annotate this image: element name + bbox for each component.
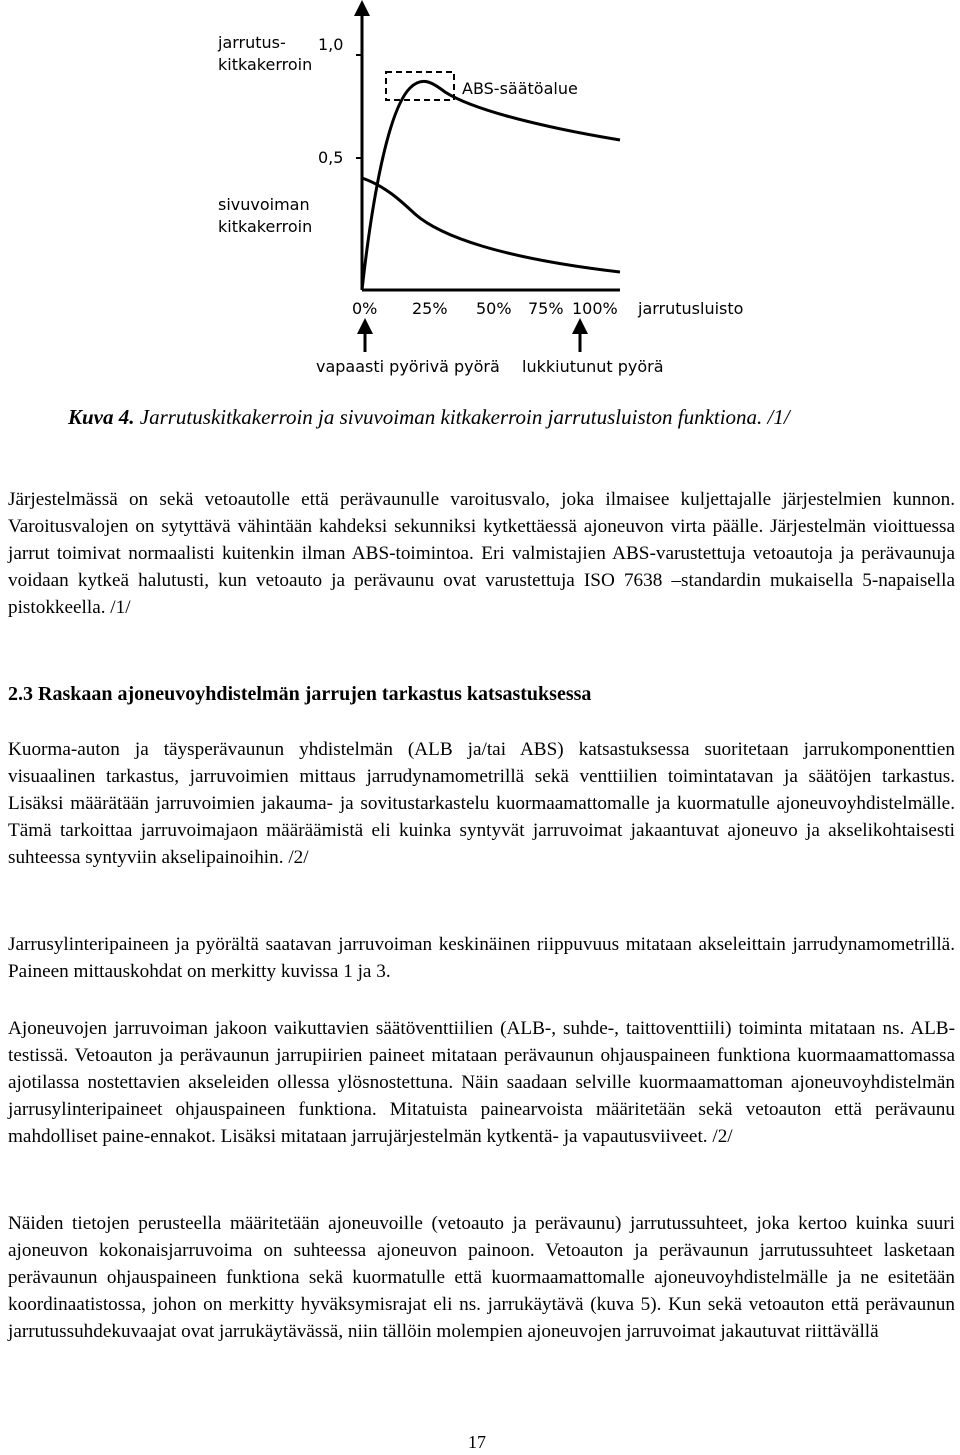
caption-label: Kuva 4. <box>68 405 135 429</box>
friction-figure <box>200 0 780 380</box>
x-tick-50: 50% <box>476 299 512 318</box>
x-axis-label: jarrutusluisto <box>638 299 744 318</box>
braking-friction-curve <box>362 81 620 290</box>
side-force-friction-curve <box>362 178 620 272</box>
x-tick-25: 25% <box>412 299 448 318</box>
paragraph-2: Kuorma-auton ja täysperävaunun yhdistelmän (ALB ja/tai ABS) katsastuksessa suoritetaan jarrukomponenttien visuaalinen tarkastus, jarruvoimien mittaus jarrudynamometrillä sekä venttiilien toimintatavan ja säätöjen tarkastus. Lisäksi määrätään jarruvoimien jakauma- ja sovitustarkastelu kuormaamattomalle ja kuormatulle ajoneuvoyhdistelmälle. Tämä tarkoittaa jarruvoimajaon määräämistä eli kuinka syntyvät jarruvoimat jakaantuvat ajoneuvo ja akselikohtaisesti suhteessa syntyviin akselipainoihin. /2/ <box>8 739 955 868</box>
section-heading: 2.3 Raskaan ajoneuvoyhdistelmän jarrujen tarkastus katsastuksessa <box>8 683 592 705</box>
arrow-right-label: lukkiutunut pyörä <box>522 357 664 376</box>
x-tick-100: 100% <box>572 299 618 318</box>
arrow-right-head-icon <box>572 318 588 334</box>
abs-region-box <box>386 72 454 100</box>
paragraph-1: Järjestelmässä on sekä vetoautolle että perävaunulle varoitusvalo, joka ilmaisee kuljettajalle järjestelmien kunnon. Varoitusvalojen on sytyttävä vähintään kahdeksi sekunniksi kytkettäessä ajoneuvon virta päälle. Järjestelmän vioittuessa jarrut toimivat normaalisti kuitenkin ilman ABS-toimintoa. Eri valmistajien ABS-varustettuja vetoautoja ja perävaunuja voidaan kytkeä halutusti, kun vetoauto ja perävaunu ovat varustettuja ISO 7638 –standardin mukaisella 5-napaisella pistokkeella. /1/ <box>8 489 955 618</box>
y-axis-arrowhead <box>354 0 370 16</box>
x-tick-0: 0% <box>352 299 378 318</box>
y-tick-label-05: 0,5 <box>318 148 344 167</box>
caption-text: Jarrutuskitkakerroin ja sivuvoiman kitkakerroin jarrutusluiston funktiona. /1/ <box>139 405 790 429</box>
arrow-left-head-icon <box>357 318 373 334</box>
y-axis-label-top-2: kitkakerroin <box>218 55 313 74</box>
y-tick-label-1: 1,0 <box>318 35 344 54</box>
paragraph-4: Ajoneuvojen jarruvoiman jakoon vaikuttavien säätöventtiilien (ALB-, suhde-, taittoventtiili) toiminta mitataan ns. ALB-testissä. Vetoauton ja perävaunun jarrupiirien paineet mitataan perävaunun ohjauspaineen funktiona kuormaamattomassa ajotilassa nostettavien akseleiden ollessa ylösnostettuna. Näin saadaan selville kuormaamattoman ajoneuvoyhdistelmän jarrusylinteripaineet ohjauspaineen funktiona. Mitatuista painearvoista määritetään sekä vetoauton että perävaunu mahdolliset paine-ennakot. Lisäksi mitataan jarrujärjestelmän kytkentä- ja vapautusviiveet. /2/ <box>8 1018 955 1147</box>
abs-region-label: ABS-säätöalue <box>462 79 578 98</box>
y-axis-label-bottom-2: kitkakerroin <box>218 217 313 236</box>
x-tick-75: 75% <box>528 299 564 318</box>
figure-caption <box>68 405 790 430</box>
y-axis-label-top-1: jarrutus- <box>218 33 286 52</box>
arrow-left-label: vapaasti pyörivä pyörä <box>316 357 500 376</box>
y-axis-label-bottom-1: sivuvoiman <box>218 195 310 214</box>
paragraph-3: Jarrusylinteripaineen ja pyörältä saatavan jarruvoiman keskinäinen riippuvuus mitataan akseleittain jarrudynamometrillä. Paineen mittauskohdat on merkitty kuvissa 1 ja 3. <box>8 934 955 982</box>
page-number: 17 <box>468 1432 486 1452</box>
paragraph-5: Näiden tietojen perusteella määritetään ajoneuvoille (vetoauto ja perävaunu) jarrutussuhteet, joka kertoo kuinka suuri ajoneuvon kokonaisjarruvoima on suhteessa ajoneuvon painoon. Vetoauton ja perävaunun jarrutussuhteet lasketaan perävaunun ohjauspaineen funktiona sekä kuormatulle että kuormaamattomalle ajoneuvoyhdistelmälle ja ne esitetään koordinaatistossa, johon on merkitty hyväksymisrajat eli ns. jarrukäytävä (kuva 5). Kun sekä vetoauton että perävaunun jarrutussuhdekuvaajat ovat jarrukäytävässä, niin tällöin molempien ajoneuvojen jarruvoimat jakautuvat riittävällä <box>8 1213 955 1342</box>
